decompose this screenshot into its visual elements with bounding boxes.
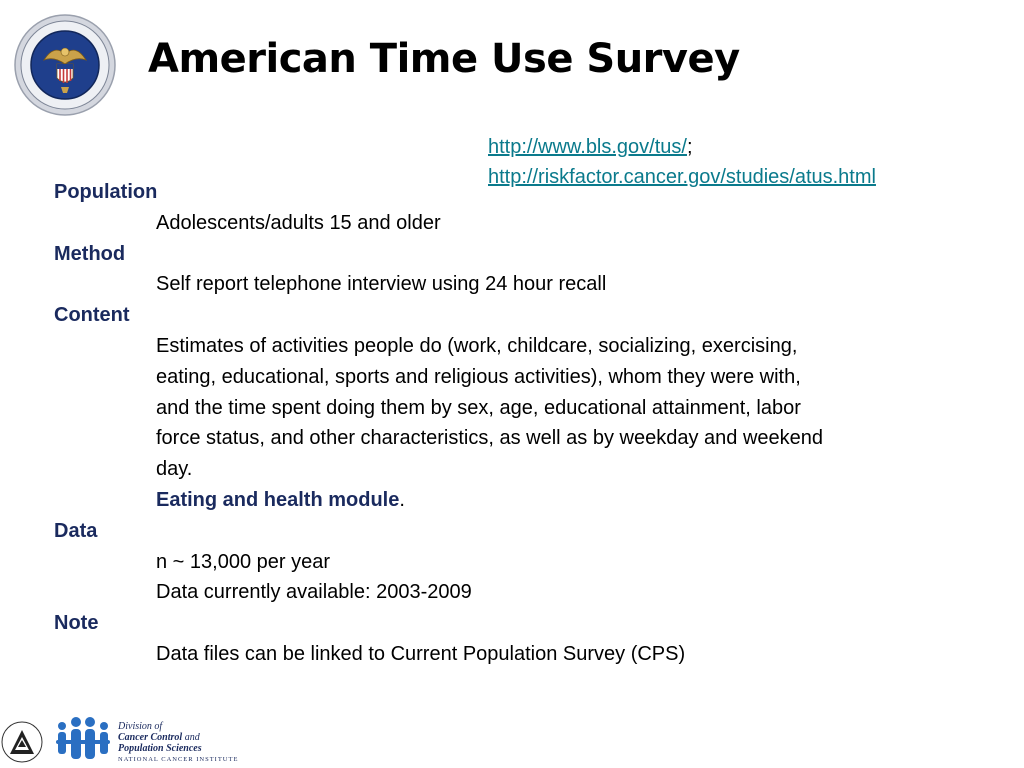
data-availability: Data currently available: 2003-2009 (156, 581, 472, 604)
dccps-wordmark (118, 721, 238, 765)
page-title: American Time Use Survey (148, 36, 740, 82)
division-name-line (118, 732, 238, 743)
division-and: and (184, 732, 200, 743)
content-text-line: Estimates of activities people do (work, childcare, socializing, exercising, (156, 334, 798, 357)
data-heading: Data (54, 519, 98, 542)
eating-health-module-line (54, 485, 1019, 516)
content-heading: Content (54, 304, 130, 327)
note-text: Data files can be linked to Current Population Survey (CPS) (156, 642, 686, 665)
division-of: Division of (118, 721, 163, 732)
method-heading: Method (54, 242, 126, 265)
content-text-line: day. (156, 458, 193, 481)
people-figures-logo-icon (56, 717, 110, 759)
content-text-line: eating, educational, sports and religious activities), whom they were with, (156, 365, 801, 388)
data-sample-size: n ~ 13,000 per year (156, 550, 331, 573)
cancer-control: Cancer Control (118, 732, 183, 743)
survey-details (54, 177, 1019, 670)
population-heading: Population (54, 181, 158, 203)
riskfactor-atus-link[interactable]: http://riskfactor.cancer.gov/studies/atus.html (488, 166, 876, 188)
method-text: Self report telephone interview using 24 hour recall (156, 273, 607, 296)
note-heading: Note (54, 612, 99, 635)
module-period: . (399, 488, 405, 511)
population-text: Adolescents/adults 15 and older (156, 211, 441, 234)
national-cancer-institute: NATIONAL CANCER INSTITUTE (118, 756, 239, 763)
department-of-labor-seal-icon (14, 14, 116, 116)
content-text-line: force status, and other characteristics, as well as by weekday and weekend (156, 427, 824, 450)
link-separator: ; (686, 136, 693, 158)
eating-health-module: Eating and health module (156, 488, 400, 511)
bls-tus-link[interactable]: http://www.bls.gov/tus/ (488, 136, 687, 158)
population-sciences: Population Sciences (118, 743, 202, 754)
nih-logo-icon (2, 722, 42, 762)
content-text-line: and the time spent doing them by sex, age, educational attainment, labor (156, 396, 801, 419)
